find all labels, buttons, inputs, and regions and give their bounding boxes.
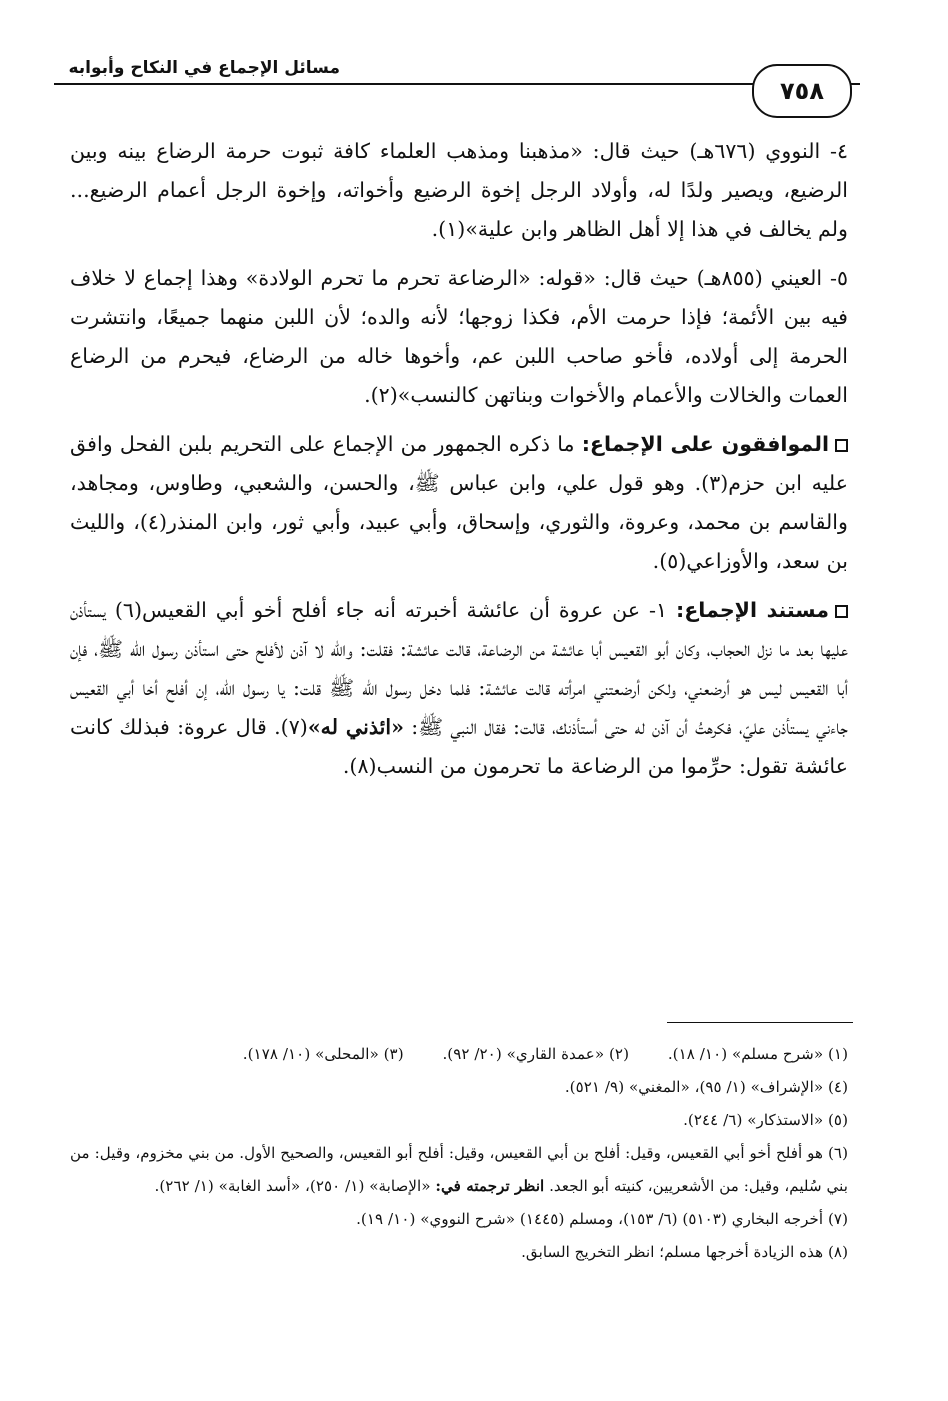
square-bullet-icon — [835, 439, 848, 452]
paragraph-nawawi — [70, 132, 848, 249]
square-bullet-icon — [835, 605, 848, 618]
footnote-5: (٥) «الاستذكار» (٦/ ٢٤٤). — [683, 1111, 848, 1129]
hadith-quote: «ائذني له» — [307, 715, 404, 739]
paragraph-text: (٧). قال عروة: فبذلك كانت عائشة تقول: حرِّموا من الرضاعة ما تحرمون من النسب(٨). — [70, 715, 848, 778]
footnote-bold-text: انظر ترجمته في: — [435, 1177, 545, 1195]
paragraph-text: ٥- العيني (٨٥٥هـ) حيث قال: «قوله: «الرضاعة تحرم ما تحرم الولادة» وهذا إجماع لا خلاف فيه بين الأئمة؛ فإذا حرمت الأم، فكذا زوجها؛ لأنه والده؛ لأن اللبن منهما جميعًا، وانتشرت الحرمة إلى أولاده، فأخو صاحب اللبن عم، وأخوها خاله من الرضاع، فيحرم من الرضاع العمات والخالات والأعمام والأخوات وبناتهن كالنسب»(٢). — [70, 266, 848, 407]
footnote-3: (٣) «المحلى» (١٠/ ١٧٨). — [242, 1045, 404, 1063]
paragraph-evidence — [70, 591, 848, 786]
footnote-7: (٧) أخرجه البخاري (٥١٠٣) (٦/ ١٥٣)، ومسلم (١٤٤٥) «شرح النووي» (١٠/ ١٩). — [356, 1210, 848, 1228]
page-number: ٧٥٨ — [780, 77, 824, 105]
footnote-2: (٢) «عمدة القاري» (٢٠/ ٩٢). — [442, 1045, 630, 1063]
page-number-badge — [752, 64, 852, 118]
section-heading: الموافقون على الإجماع: — [581, 432, 830, 456]
main-text — [70, 132, 848, 796]
paragraph-agreeing — [70, 425, 848, 581]
footnote-8: (٨) هذه الزيادة أخرجها مسلم؛ انظر التخريج السابق. — [521, 1243, 848, 1261]
paragraph-ayni — [70, 259, 848, 415]
footnote-text: (٦) هو أفلح أخو أبي القعيس، وقيل: أفلح بن أبي القعيس، وقيل: أفلح أبو القعيس، والصحيح الأول. من بني مخزوم، وقيل: من بني سُليم، وقيل: من الأشعريين، كنيته أبو الجعد. — [70, 1144, 848, 1195]
paragraph-text: ٤- النووي (٦٧٦هـ) حيث قال: «مذهبنا ومذهب العلماء كافة ثبوت حرمة الرضاع بينه وبين الرضيع، ويصير ولدًا له، وأولاد الرجل إخوة الرضيع وأخواته، وإخوة الرجل أعمام الرضيع... ولم يخالف في هذا إلا أهل الظاهر وابن علية»(١). — [70, 139, 849, 241]
footnote-row — [70, 1038, 848, 1071]
footnote-6 — [70, 1137, 848, 1203]
header-rule — [54, 83, 860, 85]
footnote-4: (٤) «الإشراف» (١/ ٩٥)، «المغني» (٩/ ٥٢١). — [564, 1078, 848, 1096]
footnotes — [70, 1038, 848, 1269]
paragraph-text: ١- عن عروة أن عائشة أخبرته أنه جاء أفلح أخو أبي القعيس(٦) يستأذن عليها بعد ما نزل الحجاب، وكان أبو القعيس أبا عائشة من الرضاعة، قالت عائشة: فقلت: والله لا آذن لأفلح حتى استأذن رسول الله ﷺ، فإن أبا القعيس ليس هو أرضعني، ولكن أرضعتني امرأته قالت عائشة: فلما دخل رسول الله ﷺ قلت: يا رسول الله، إن أفلح أخا أبي القعيس جاءني يستأذن عليّ، فكرهتُ أن آذن له حتى أستأذنك، قالت: فقال النبي ﷺ: — [70, 598, 848, 739]
footnote-text: «الإصابة» (١/ ٢٥٠)، «أسد الغابة» (١/ ٢٦٢). — [154, 1177, 436, 1195]
paragraph-text: ما ذكره الجمهور من الإجماع على التحريم بلبن الفحل وافق عليه ابن حزم(٣). وهو قول علي، وابن عباس ﷺ، والحسن، والشعبي، وطاوس، ومجاهد، والقاسم بن محمد، وعروة، والثوري، وإسحاق، وأبي عبيد، وأبي ثور، وابن المنذر(٤)، والليث بن سعد، والأوزاعي(٥). — [70, 432, 848, 573]
footnote-1: (١) «شرح مسلم» (١٠/ ١٨). — [667, 1045, 848, 1063]
running-header-title: مسائل الإجماع في النكاح وأبوابه — [68, 58, 340, 78]
section-heading: مستند الإجماع: — [675, 598, 830, 622]
footnote-separator — [667, 1022, 853, 1023]
